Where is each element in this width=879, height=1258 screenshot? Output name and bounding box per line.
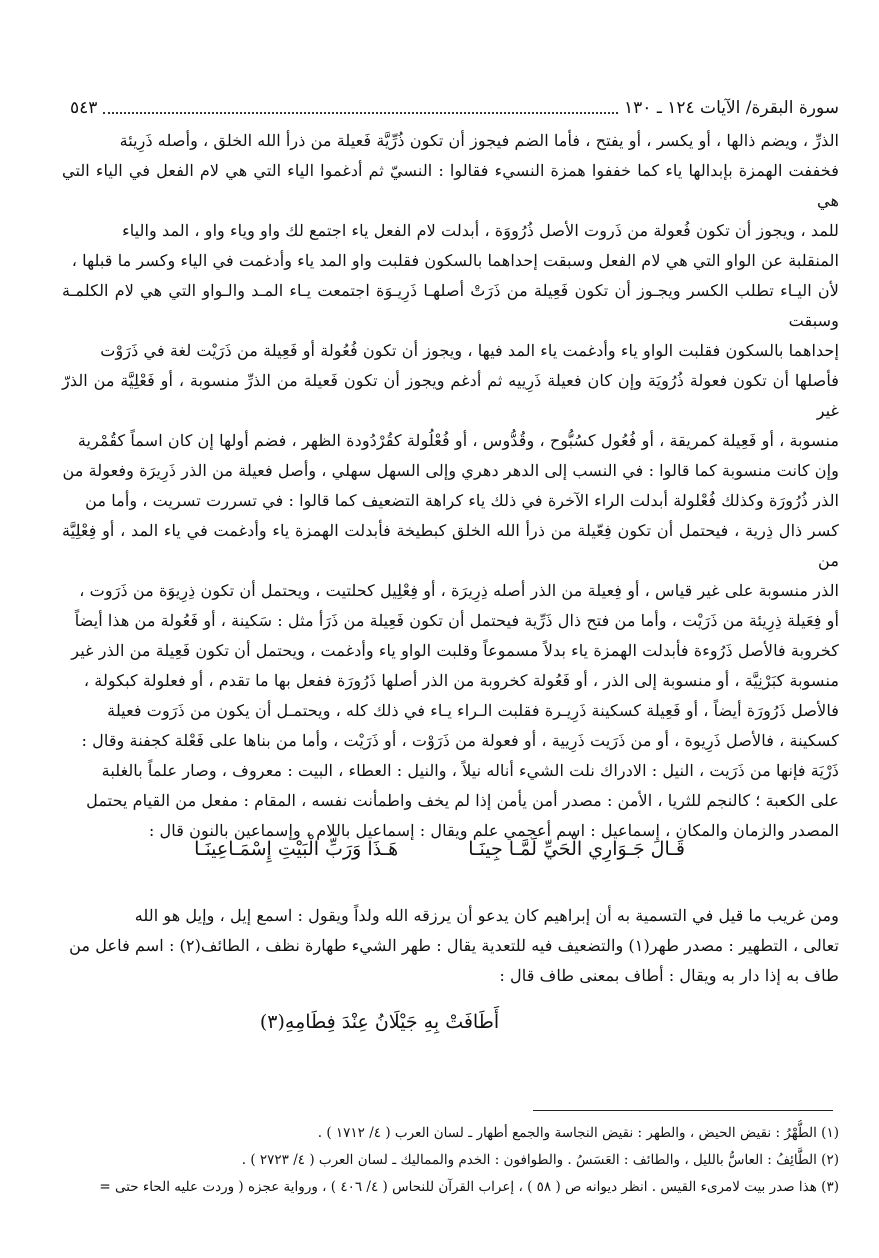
page-number: ٥٤٣ — [70, 98, 98, 118]
footnote: (٣) هذا صدر بيت لامرىء القيس . انظر ديوانه ص ( ٥٨ ) ، إعراب القرآن للنحاس ( ٤/ ٤٠٦ ) ، ورواية عجزه ( وردت عليه الحاء حتى = — [99, 1179, 839, 1195]
text-line: كخروبة فالأصل ذَرُوءة فأبدلت الهمزة ياء بدلاً مسموعاً وقلبت الواو ياء وأدغمت ، ويحتمل أن تكون فَعِيلة من الذر غير — [71, 641, 839, 660]
footnote: (٢) الطَّائِفُ : العاسُّ بالليل ، والطائف : العَسَسُ . والطوافون : الخدم والمماليك ـ لسان العرب ( ٤/ ٢٧٢٣ ) . — [241, 1152, 839, 1168]
text-line: فالأصل ذَرُورَة أيضاً ، أو فَعِيلة كسكينة ذَرِيـرة فقلبت الـراء يـاء في ذلك كله ، ويحتمـل أن يكون من ذَرَوت فعيلة — [107, 701, 839, 720]
header-title: سورة البقرة/ الآيات ١٢٤ ـ ١٣٠ — [624, 98, 839, 118]
text-line: المصدر والزمان والمكان ، إسماعيل : اسم أعجمي علم ويقال : إسماعيل باللام ، وإسماعين بالنون قال : — [148, 821, 839, 840]
text-line: منسوبة كبَرْنِيَّة ، أو منسوبة إلى الذر ، أو فَعُولة كخروبة من الذر أصلها ذَرُورَة ففعل بها ما تقدم ، أو فعلولة كبكولة ، — [83, 671, 839, 690]
text-line: على الكعبة ؛ كالنجم للثريا ، الأمن : مصدر أمن يأمن إذا لم يخف واطمأنت نفسه ، المقام : مفعل من القيام يحتمل — [86, 791, 839, 810]
text-line: المنقلبة عن الواو التي هي لام الفعل وسبقت إحداهما بالسكون فقلبت واو المد ياء وأدغمت في الياء وكسر ما قبلها ، — [71, 251, 839, 270]
footnote-separator — [533, 1110, 833, 1111]
text-line: إحداهما بالسكون فقلبت الواو ياء وأدغمت ياء المد فيها ، ويجوز أن تكون فُعُولة أو فَعِيلة من ذَرَيْت لغة في ذَرَوْت — [100, 341, 839, 360]
text-line: ذَرْيَة فإنها من ذَرَيت ، النيل : الادراك نلت الشيء أناله نيلاً ، والنيل : العطاء ، البيت : معروف ، وصار علماً بالغلبة — [101, 761, 839, 780]
poetry-verse — [120, 838, 759, 878]
header-dot-leader — [103, 102, 618, 114]
text-line: طاف به إذا دار به ويقال : أطاف بمعنى طاف قال : — [499, 966, 839, 985]
second-paragraph — [62, 901, 839, 991]
text-line: أو فِعَيلة ذِرِيئة من ذَرَيْت ، وأما من فتح ذال ذَرِّية فيحتمل أن تكون فَعِيلة من ذَرَأ مثل : سَكينة ، أو فَعُولة من هذا أيضاً — [74, 611, 839, 630]
verse-first-hemistich: قَـالَ جَـوَارِي الْحَيِّ لَمَّـا جِينَـا — [468, 838, 685, 860]
text-line: وإن كانت منسوبة كما قالوا : في النسب إلى الدهر دهري وإلى السهل سهلي ، وأصل فعيلة من الذر ذَرِيرَة وفعولة من — [62, 461, 839, 480]
text-line: كسكينة ، فالأصل ذَرِيوة ، أو من ذَرَيت ذَرِيية ، أو فعولة من ذَرَوْت ، أو ذَرَيْت ، وأما من بناها على فَعْلة كجفنة وقال : — [81, 731, 839, 750]
text-line: تعالى ، التطهير : مصدر طهر(١) والتضعيف فيه للتعدية يقال : طهر الشيء طهارة نظف ، الطائف(٢) : اسم فاعل من — [69, 936, 839, 955]
verse-second-hemistich: هَـذَا وَرَبِّ الْبَيْتِ إِسْمَـاعِينَـا — [194, 838, 399, 860]
text-line: الذر منسوبة على غير قياس ، أو فِعيلة من الذر أصله ذِرِيرَة ، أو فِعْلِيل كحلتيت ، ويحتمل أن تكون ذِرِيوَة من ذَرَوت ، — [79, 581, 839, 600]
text-line: للمد ، ويجوز أن تكون فُعولة من ذَروت الأصل ذُرُووَة ، أبدلت لام الفعل ياء اجتمع لك واو وياء واو ، المد والياء — [122, 221, 839, 240]
text-line: فأصلها أن تكون فعولة ذُرُويَة وإن كان فعيلة ذَرِييه ثم أدغم ويجوز أن تكون فَعيلة من الذرِّ منسوبة ، أو فَعْلِيَّة من الذرّ غير — [62, 371, 839, 420]
poetry-verse-2: أَطَافَتْ بِهِ جَيْلَانُ عِنْدَ فِطَامِهِ(٣) — [259, 1011, 500, 1033]
footnotes — [40, 1120, 839, 1201]
text-line: لأن اليـاء تطلب الكسر ويجـوز أن تكون فَعِيلة من ذَرَتْ أصلهـا ذَرِيـوَة اجتمعت يـاء المـد والـواو التي هي لام الكلمـة وسبقت — [62, 281, 839, 330]
text-line: فخففت الهمزة بإبدالها ياء كما خففوا همزة النسيء فقالوا : النسيّ ثم أدغموا الياء التي هي لام الفعل في الياء التي هي — [62, 161, 839, 210]
footnote: (١) الطُّهْرُ : نقيض الحيض ، والطهر : نقيض النجاسة والجمع أطهار ـ لسان العرب ( ٤/ ١٧١٢ ) . — [317, 1125, 839, 1141]
text-line: الذرِّ ، ويضم ذالها ، أو يكسر ، أو يفتح ، فأما الضم فيجوز أن تكون ذُرِّيَّة فَعيلة من ذرأ الله الخلق ، وأصله ذَرِيئة — [119, 131, 839, 150]
text-line: كسر ذال ذِرية ، فيحتمل أن تكون فِعّيلة من ذرأ الله الخلق كبطيخة فأبدلت الهمزة ياء وأدغمت في ياء المد ، أو فِعْلِيَّة من — [62, 521, 839, 570]
text-line: منسوبة ، أو فَعِيلة كمريقة ، أو فُعُول كسُبُّوح ، وقُدُّوس ، أو فُعْلُولة كقُرْدُودة الظهر ، فضم أولها إن كان اسماً كقُمْرية — [77, 431, 839, 450]
running-header — [70, 92, 839, 124]
main-text — [62, 126, 839, 846]
text-line: ومن غريب ما قيل في التسمية به أن إبراهيم كان يدعو أن يرزقه الله ولداً ويقول : اسمع إيل ، وإيل هو الله — [134, 906, 839, 925]
text-line: الذر ذُرُورَة وكذلك فُعْلولة أبدلت الراء الآخرة في ذلك ياء كراهة التضعيف كما قالوا : في تسررت تسريت ، وأما من — [85, 491, 839, 510]
